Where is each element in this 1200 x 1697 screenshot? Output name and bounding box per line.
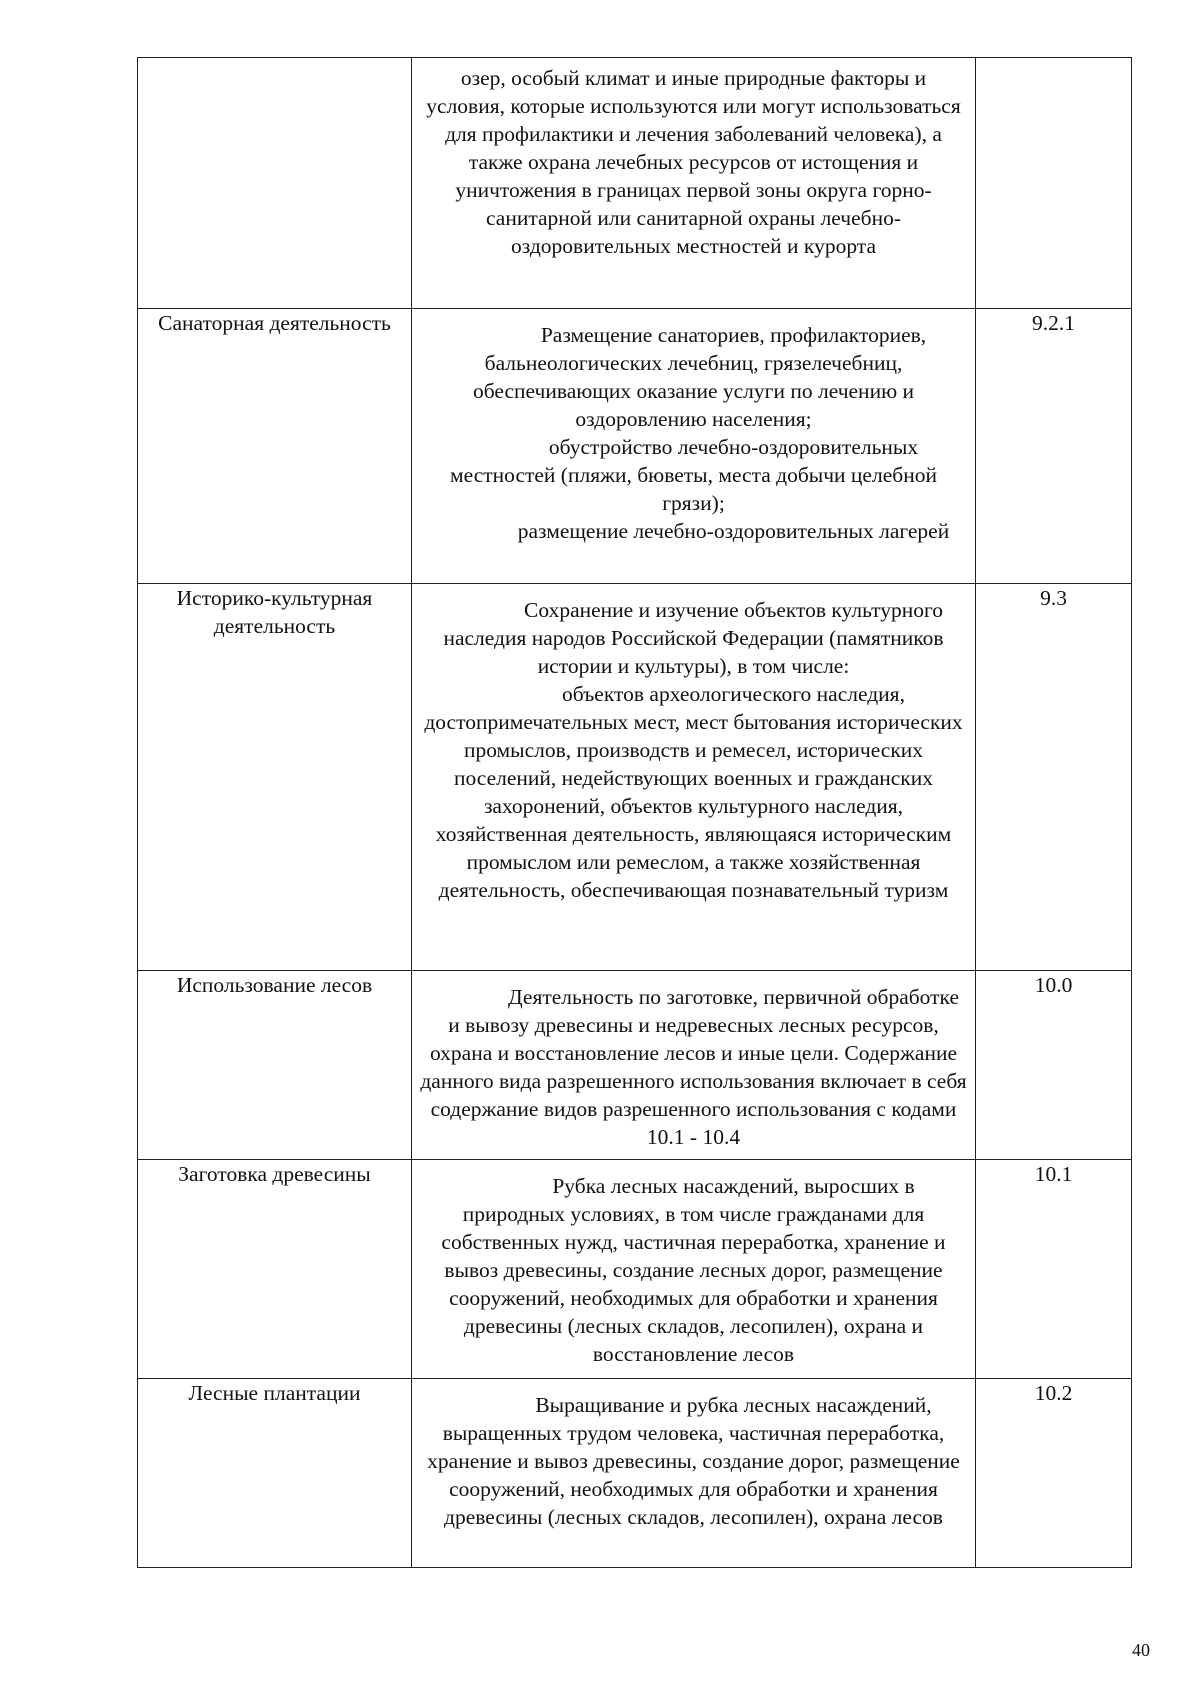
use-description <box>412 58 976 309</box>
table-row <box>138 58 1132 309</box>
use-name: Историко-культурная деятельность <box>138 584 412 971</box>
description-paragraph: обустройство лечебно-оздоровительных местностей (пляжи, бюветы, места добычи целебной грязи); <box>450 435 937 515</box>
use-name: Использование лесов <box>138 971 412 1160</box>
description-paragraph: объектов археологического наследия, достопримечательных мест, мест бытования исторических промыслов, производств и ремесел, исторических поселений, недействующих военных и гражданских захоронений, объектов культурного наследия, хозяйственная деятельность, являющаяся историческим промыслом или ремеслом, а также хозяйственная деятельность, обеспечивающая познавательный туризм <box>424 682 963 902</box>
use-name: Заготовка древесины <box>138 1160 412 1379</box>
use-code: 9.2.1 <box>976 309 1132 584</box>
use-name: Санаторная деятельность <box>138 309 412 584</box>
table-row <box>138 971 1132 1160</box>
use-code: 10.2 <box>976 1379 1132 1568</box>
table-row <box>138 309 1132 584</box>
description-paragraph: озер, особый климат и иные природные факторы и условия, которые используются или могут использоваться для профилактики и лечения заболеваний человека), а также охрана лечебных ресурсов от истощения и уничтожения в границах первой зоны округа горно-санитарной или санитарной охраны лечебно-оздоровительных местностей и курорта <box>426 66 961 258</box>
use-description <box>412 971 976 1160</box>
use-name <box>138 58 412 309</box>
use-description <box>412 1160 976 1379</box>
description-paragraph: размещение лечебно-оздоровительных лагерей <box>517 519 950 543</box>
description-paragraph: Рубка лесных насаждений, выросших в природных условиях, в том числе гражданами для собственных нужд, частичная переработка, хранение и вывоз древесины, создание лесных дорог, размещение сооружений, необходимых для обработки и хранения древесины (лесных складов, лесопилен), охрана и восстановление лесов <box>441 1174 946 1366</box>
table-row <box>138 1160 1132 1379</box>
table-row <box>138 1379 1132 1568</box>
land-use-table <box>137 57 1132 1568</box>
description-paragraph: Сохранение и изучение объектов культурного наследия народов Российской Федерации (памятников истории и культуры), в том числе: <box>443 598 944 678</box>
use-code: 9.3 <box>976 584 1132 971</box>
page-number: 40 <box>1132 1640 1150 1660</box>
use-code: 10.0 <box>976 971 1132 1160</box>
use-description <box>412 1379 976 1568</box>
table-row <box>138 584 1132 971</box>
use-code <box>976 58 1132 309</box>
use-name: Лесные плантации <box>138 1379 412 1568</box>
description-paragraph: Размещение санаториев, профилакториев, бальнеологических лечебниц, грязелечебниц, обеспечивающих оказание услуги по лечению и оздоровлению населения; <box>472 323 927 431</box>
use-code: 10.1 <box>976 1160 1132 1379</box>
description-paragraph: Деятельность по заготовке, первичной обработке и вывозу древесины и недревесных лесных ресурсов, охрана и восстановление лесов и иные цели. Содержание данного вида разрешенного использования включает в себя содержание видов разрешенного использования с кодами 10.1 - 10.4 <box>420 985 967 1149</box>
use-description <box>412 584 976 971</box>
use-description <box>412 309 976 584</box>
description-paragraph: Выращивание и рубка лесных насаждений, выращенных трудом человека, частичная переработка, хранение и вывоз древесины, создание дорог, размещение сооружений, необходимых для обработки и хранения древесины (лесных складов, лесопилен), охрана лесов <box>427 1393 960 1529</box>
